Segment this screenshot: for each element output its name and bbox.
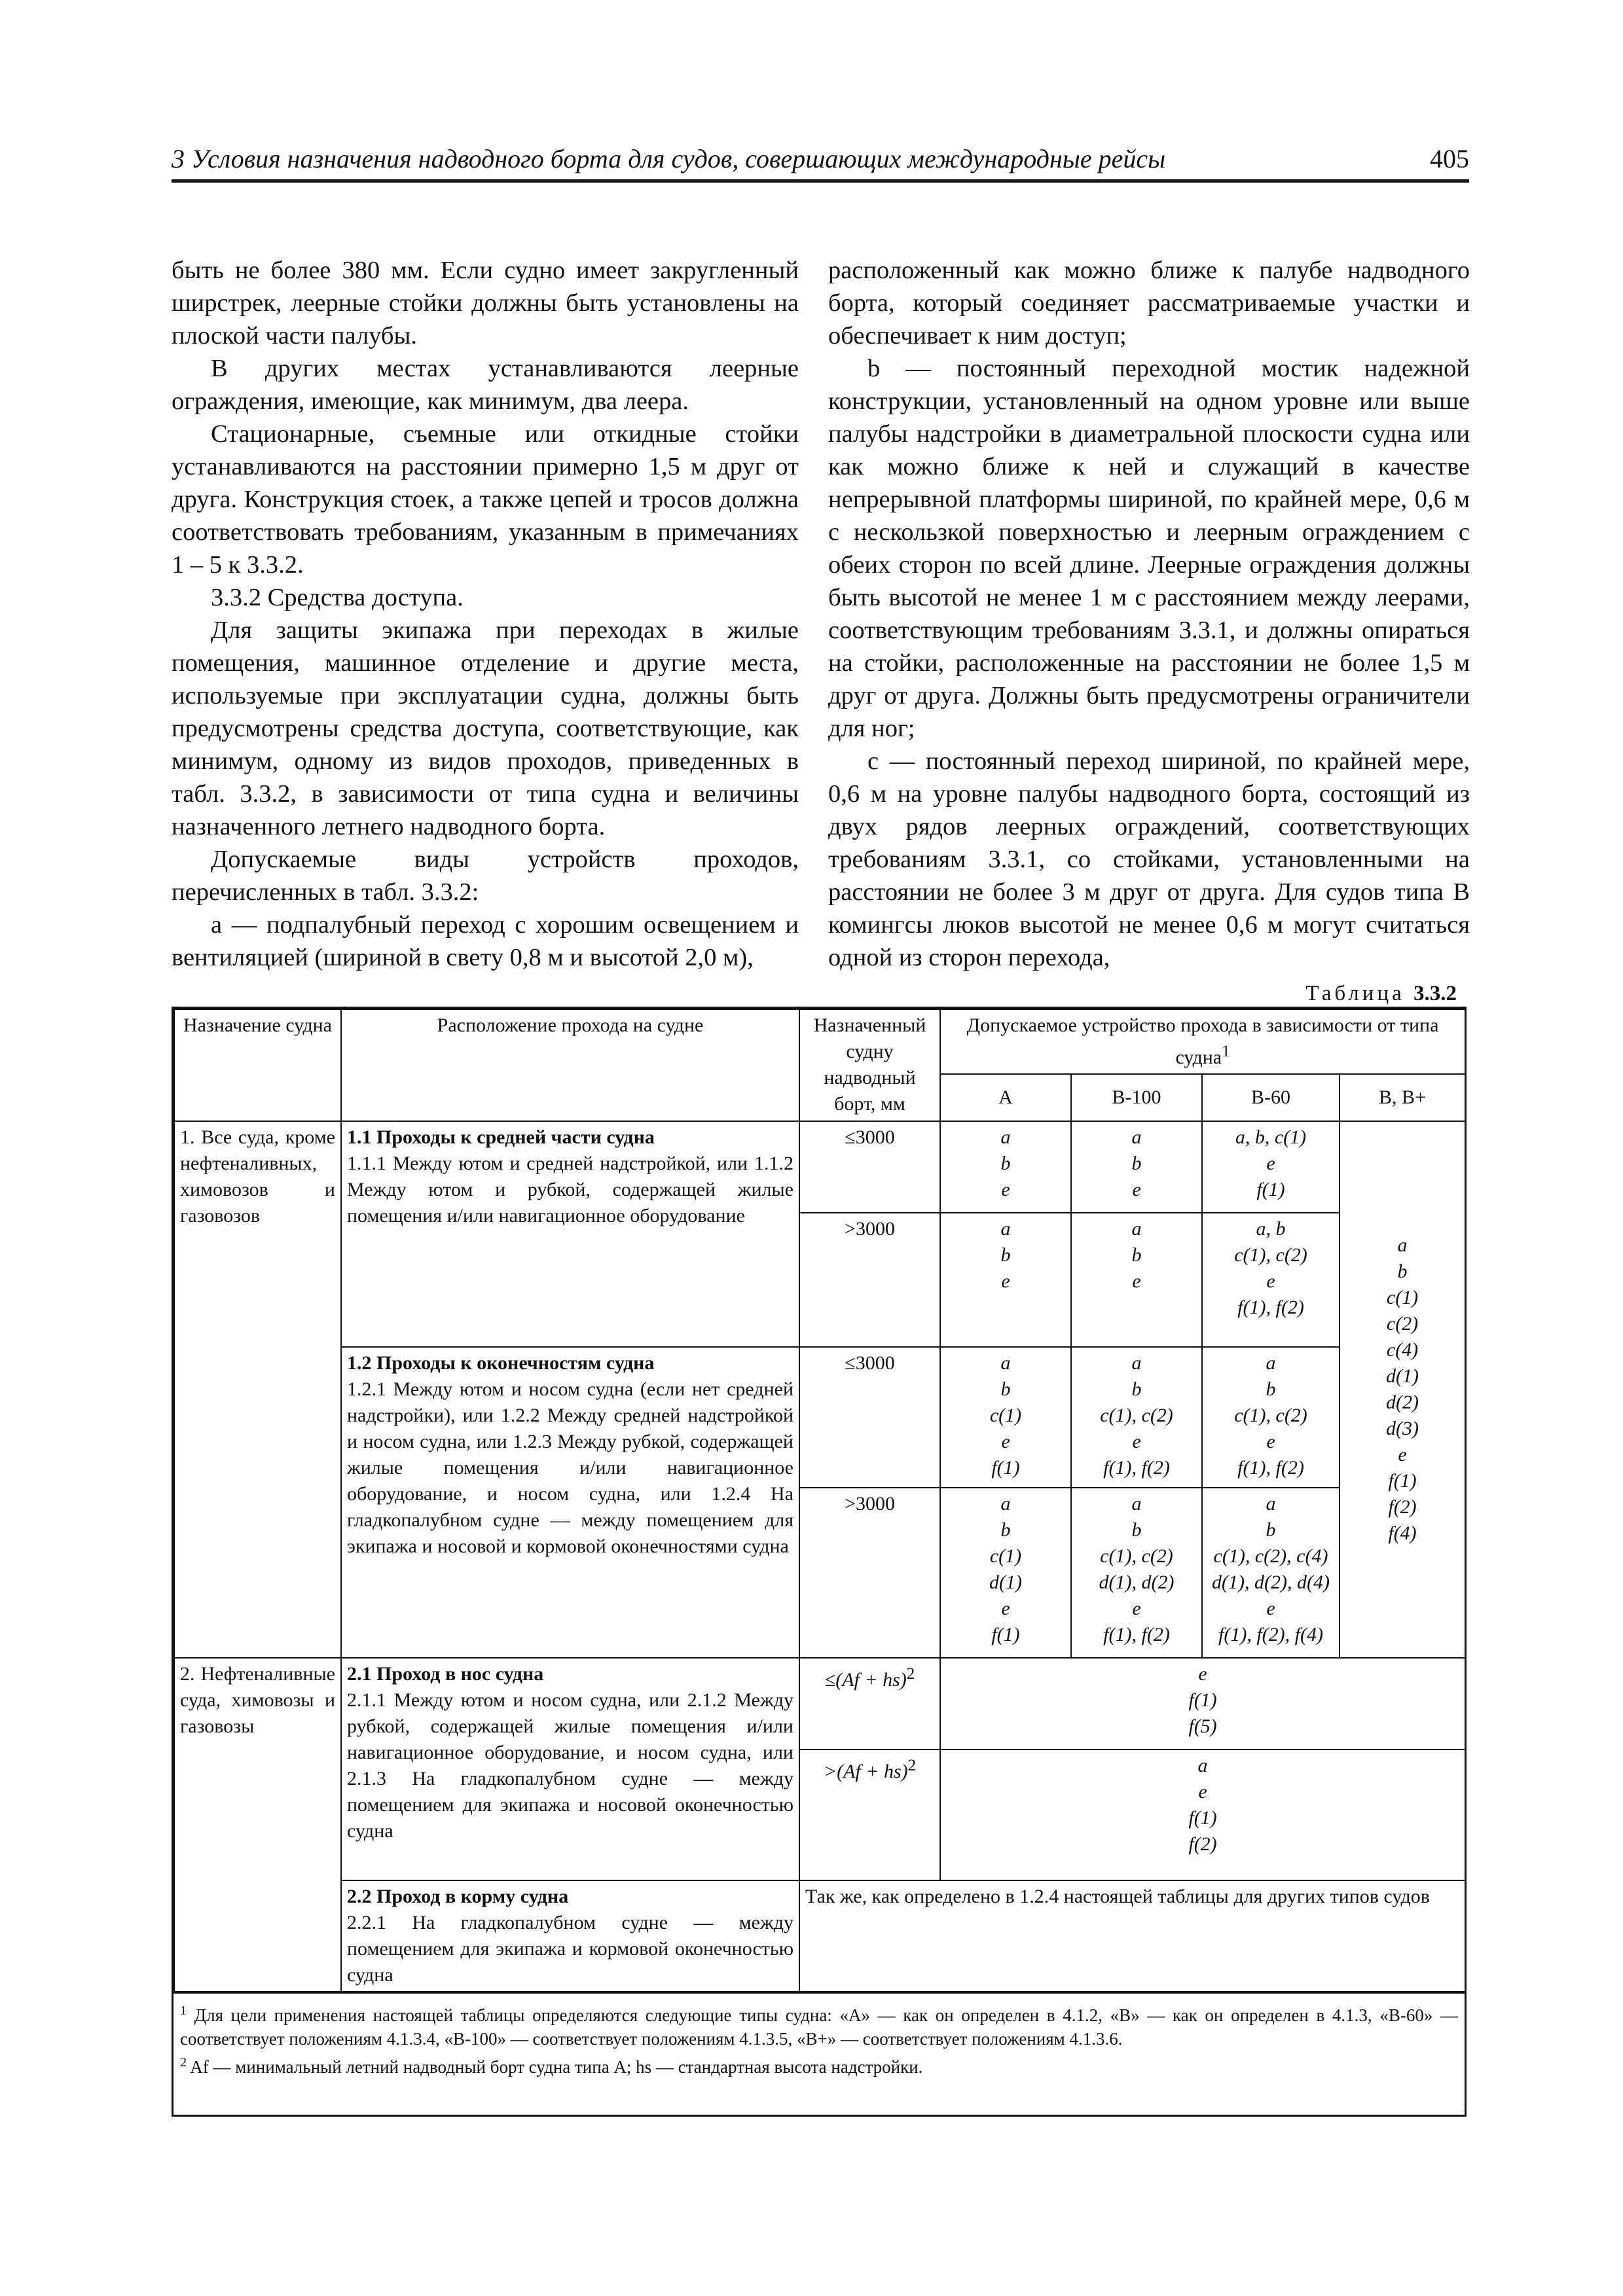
allowed-value: e xyxy=(1132,1179,1141,1200)
values-merged xyxy=(940,1658,1465,1749)
footnote-mark: 1 xyxy=(180,2003,187,2018)
allowed-value: f(1), f(2) xyxy=(1103,1624,1170,1645)
allowed-value: f(1) xyxy=(1188,1807,1217,1829)
allowed-value: d(1), d(2) xyxy=(1099,1571,1175,1593)
header-type-a: A xyxy=(940,1074,1071,1121)
footnote-ref: 2 xyxy=(906,1665,915,1683)
allowed-value: f(2) xyxy=(1188,1833,1217,1855)
location-2-2 xyxy=(341,1880,799,1992)
freeboard-cell: ≤3000 xyxy=(799,1347,940,1488)
right-column xyxy=(828,254,1470,974)
footnote-ref: 1 xyxy=(1222,1043,1230,1060)
allowed-value: d(1) xyxy=(1386,1365,1419,1387)
table-caption-word: Таблица xyxy=(1305,982,1405,1005)
freeboard-cell xyxy=(799,1749,940,1880)
allowed-value: b xyxy=(1131,1244,1142,1266)
values-b100 xyxy=(1071,1347,1202,1488)
page-number: 405 xyxy=(1430,144,1469,173)
allowed-value: f(1) xyxy=(1256,1179,1285,1200)
location-1-2 xyxy=(341,1347,799,1658)
values-b100 xyxy=(1071,1213,1202,1347)
allowed-value: c(1) xyxy=(989,1545,1022,1567)
table-caption-number: 3.3.2 xyxy=(1413,982,1457,1005)
freeboard-cell: >3000 xyxy=(799,1488,940,1658)
access-table-grid xyxy=(173,1009,1466,1992)
values-bplus xyxy=(1340,1121,1465,1658)
allowed-value: b xyxy=(1266,1378,1276,1400)
location-text: 2.2.1 На гладкопалубном судне — между помещением для экипажа и кормовой оконечностью судна xyxy=(347,1912,793,1986)
location-text: 1.2.1 Между ютом и носом судна (если нет средней надстройки), или 1.2.2 Между средней надстройкой и носом судна, или 1.2.3 Между рубкой, содержащей жилые помещения и/или навигационное оборудование, и носом судна, или 1.2.4 На гладкопалубном судне — между помещением для экипажа и носовой и кормовой оконечностями судна xyxy=(347,1378,793,1557)
allowed-value: e xyxy=(1198,1663,1207,1685)
left-column xyxy=(172,254,799,974)
allowed-value: e xyxy=(1132,1270,1141,1292)
allowed-value: f(1) xyxy=(991,1624,1020,1645)
allowed-value: a xyxy=(1131,1218,1142,1240)
allowed-value: c(2) xyxy=(1386,1313,1419,1335)
footnote-ref: 2 xyxy=(907,1757,917,1774)
header-freeboard: Назначенный судну надводный борт, мм xyxy=(799,1009,940,1121)
location-title: 1.1 Проходы к средней части судна xyxy=(347,1126,655,1148)
paragraph: b — постоянный переходной мостик надежной конструкции, установленный на одном уровне или выше палубы надстройки в диаметральной плоскости судна или как можно ближе к ней и служащий в качестве непрерывной платформы шириной, по крайней мере, 0,6 м с нескользкой поверхностью и леерным ограждением с обеих сторон по всей длине. Леерные ограждения должны быть высотой не менее 1 м с расстоянием между леерами, соответствующим требованиям 3.3.1, и должны опираться на стойки, расположенные на расстоянии не более 1,5 м друг от друга. Должны быть предусмотрены ограничители для ног; xyxy=(828,355,1470,742)
allowed-value: a xyxy=(1197,1755,1208,1776)
same-as-note: Так же, как определено в 1.2.4 настоящей таблицы для других типов судов xyxy=(799,1880,1465,1992)
header-allowed-text: Допускаемое устройство прохода в зависимости от типа судна xyxy=(966,1014,1439,1068)
allowed-value: a xyxy=(1131,1126,1142,1148)
allowed-value: c(1) xyxy=(1386,1287,1419,1308)
freeboard-formula: >(Af + hs) xyxy=(823,1761,908,1782)
purpose-2: 2. Нефтеналивные суда, химовозы и газовозы xyxy=(174,1658,341,1992)
paragraph: расположенный как можно ближе к палубе надводного борта, который соединяет рассматриваемые участки и обеспечивает к ним доступ; xyxy=(828,257,1470,350)
allowed-value: c(4) xyxy=(1386,1339,1419,1361)
location-1-1 xyxy=(341,1121,799,1347)
allowed-value: e xyxy=(1266,1270,1275,1292)
allowed-value: c(1) xyxy=(989,1405,1022,1426)
running-header xyxy=(172,139,1469,183)
header-type-b100: B-100 xyxy=(1071,1074,1202,1121)
allowed-value: c(1), c(2), c(4) xyxy=(1213,1545,1328,1567)
paragraph: В других местах устанавливаются леерные ограждения, имеющие, как минимум, два леера. xyxy=(172,355,799,415)
allowed-value: f(1) xyxy=(1188,1689,1217,1711)
allowed-value: e xyxy=(1198,1781,1207,1803)
allowed-value: f(1), f(2) xyxy=(1237,1457,1304,1479)
freeboard-cell xyxy=(799,1658,940,1749)
values-b60 xyxy=(1202,1488,1340,1658)
allowed-value: f(1), f(2) xyxy=(1237,1297,1304,1318)
header-location: Расположение прохода на судне xyxy=(341,1009,799,1121)
paragraph: Для защиты экипажа при переходах в жилые помещения, машинное отделение и другие места, используемые при эксплуатации судна, должны быть предусмотрены средства доступа, соответствующие, как минимум, одному из видов проходов, приведенных в табл. 3.3.2, в зависимости от типа судна и величины назначенного летнего надводного борта. xyxy=(172,617,799,840)
allowed-value: c(1), c(2) xyxy=(1100,1545,1173,1567)
paragraph: быть не более 380 мм. Если судно имеет закругленный ширстрек, леерные стойки должны быть установлены на плоской части палубы. xyxy=(172,257,799,350)
values-b100 xyxy=(1071,1488,1202,1658)
allowed-value: b xyxy=(1000,1378,1011,1400)
allowed-value: c(1), c(2) xyxy=(1100,1405,1173,1426)
allowed-value: e xyxy=(1398,1444,1407,1465)
allowed-value: e xyxy=(1132,1431,1141,1452)
values-a xyxy=(940,1488,1071,1658)
footnote-text: Af — минимальный летний надводный борт судна типа A; hs — стандартная высота надстройки. xyxy=(190,2057,923,2077)
paragraph: Стационарные, съемные или откидные стойки устанавливаются на расстоянии примерно 1,5 м друг от друга. Конструкция стоек, а также цепей и тросов должна соответствовать требованиям, указанным в примечаниях 1 – 5 к 3.3.2. xyxy=(172,420,799,579)
allowed-value: d(1) xyxy=(989,1571,1022,1593)
access-table xyxy=(172,1007,1467,2117)
footnote-2 xyxy=(180,2051,1458,2079)
paragraph: c — постоянный переход шириной, по крайней мере, 0,6 м на уровне палубы надводного борта, состоящий из двух рядов леерных ограждений, соответствующих требованиям 3.3.1, со стойками, установленными на расстоянии не более 3 м друг от друга. Для судов типа B комингсы люков высотой не менее 0,6 м могут считаться одной из сторон перехода, xyxy=(828,747,1470,971)
allowed-value: b xyxy=(1131,1519,1142,1541)
allowed-value: a, b, c(1) xyxy=(1235,1126,1307,1148)
location-2-1 xyxy=(341,1658,799,1880)
allowed-value: a xyxy=(1000,1218,1011,1240)
allowed-value: e xyxy=(1132,1598,1141,1619)
allowed-value: f(1) xyxy=(991,1457,1020,1479)
allowed-value: f(4) xyxy=(1388,1522,1417,1544)
allowed-value: f(1), f(2), f(4) xyxy=(1218,1624,1323,1645)
allowed-value: b xyxy=(1000,1153,1011,1174)
allowed-value: c(1), c(2) xyxy=(1234,1244,1307,1266)
header-type-b60: B-60 xyxy=(1202,1074,1340,1121)
allowed-value: b xyxy=(1131,1153,1142,1174)
values-b60 xyxy=(1202,1213,1340,1347)
allowed-value: a xyxy=(1000,1126,1011,1148)
allowed-value: f(2) xyxy=(1388,1496,1417,1518)
values-a xyxy=(940,1213,1071,1347)
location-title: 2.2 Проход в корму судна xyxy=(347,1886,569,1907)
purpose-1: 1. Все суда, кроме нефтеналивных, химовозов и газовозов xyxy=(174,1121,341,1658)
values-merged xyxy=(940,1749,1465,1880)
paragraph: Допускаемые виды устройств проходов, перечисленных в табл. 3.3.2: xyxy=(172,846,799,906)
allowed-value: a xyxy=(1000,1352,1011,1374)
allowed-value: b xyxy=(1131,1378,1142,1400)
header-purpose: Назначение судна xyxy=(174,1009,341,1121)
location-text: 2.1.1 Между ютом и носом судна, или 2.1.2 Между рубкой, содержащей жилые помещения и/или навигационное оборудование, и носом судна, или 2.1.3 На гладкопалубном судне — между помещением для экипажа и носовой оконечностью судна xyxy=(347,1689,793,1842)
values-a xyxy=(940,1121,1071,1213)
allowed-value: a xyxy=(1131,1352,1142,1374)
values-b60 xyxy=(1202,1121,1340,1213)
allowed-value: e xyxy=(1001,1598,1010,1619)
allowed-value: b xyxy=(1266,1519,1276,1541)
allowed-value: a xyxy=(1131,1493,1142,1515)
running-title: 3 Условия назначения надводного борта для судов, совершающих международные рейсы xyxy=(172,144,1166,173)
allowed-value: e xyxy=(1001,1431,1010,1452)
allowed-value: d(1), d(2), d(4) xyxy=(1212,1571,1330,1593)
allowed-value: b xyxy=(1000,1244,1011,1266)
header-type-bplus: B, B+ xyxy=(1340,1074,1465,1121)
table-caption xyxy=(1113,982,1457,1006)
allowed-value: a xyxy=(1397,1234,1408,1256)
footnote-1 xyxy=(180,1999,1458,2051)
values-a xyxy=(940,1347,1071,1488)
location-title: 1.2 Проходы к оконечностям судна xyxy=(347,1352,655,1374)
values-b60 xyxy=(1202,1347,1340,1488)
allowed-value: d(3) xyxy=(1386,1418,1419,1439)
section-heading: 3.3.2 Средства доступа. xyxy=(211,584,464,611)
allowed-value: b xyxy=(1000,1519,1011,1541)
allowed-value: a xyxy=(1000,1493,1011,1515)
freeboard-cell: >3000 xyxy=(799,1213,940,1347)
allowed-value: e xyxy=(1266,1598,1275,1619)
allowed-value: d(2) xyxy=(1386,1391,1419,1413)
allowed-value: a xyxy=(1266,1493,1276,1515)
allowed-value: e xyxy=(1266,1153,1275,1174)
allowed-value: f(1) xyxy=(1388,1470,1417,1492)
paragraph: a — подпалубный переход с хорошим освещением и вентиляцией (шириной в свету 0,8 м и высотой 2,0 м), xyxy=(172,911,799,971)
allowed-value: e xyxy=(1266,1431,1275,1452)
footnote-mark: 2 xyxy=(180,2055,187,2070)
freeboard-cell: ≤3000 xyxy=(799,1121,940,1213)
allowed-value: f(5) xyxy=(1188,1715,1217,1737)
freeboard-formula: ≤(Af + hs) xyxy=(824,1669,907,1691)
header-allowed xyxy=(940,1009,1465,1074)
footnote-text: Для цели применения настоящей таблицы определяются следующие типы судна: «A» — как он определен в 4.1.2, «B» — как он определен в 4.1.3, «B-60» — соответствует положениям 4.1.3.4, «B-100» — соответствует положениям 4.1.3.5, «B+» — соответствует положениям 4.1.3.6. xyxy=(180,2005,1458,2049)
location-title: 2.1 Проход в нос судна xyxy=(347,1663,544,1685)
allowed-value: b xyxy=(1397,1261,1408,1282)
allowed-value: a xyxy=(1266,1352,1276,1374)
table-footnotes xyxy=(173,1992,1465,2084)
allowed-value: a, b xyxy=(1256,1218,1286,1240)
allowed-value: e xyxy=(1001,1179,1010,1200)
allowed-value: f(1), f(2) xyxy=(1103,1457,1170,1479)
allowed-value: e xyxy=(1001,1270,1010,1292)
allowed-value: c(1), c(2) xyxy=(1234,1405,1307,1426)
values-b100 xyxy=(1071,1121,1202,1213)
location-text: 1.1.1 Между ютом и средней надстройкой, или 1.1.2 Между ютом и рубкой, содержащей жилые помещения и/или навигационное оборудование xyxy=(347,1153,793,1227)
